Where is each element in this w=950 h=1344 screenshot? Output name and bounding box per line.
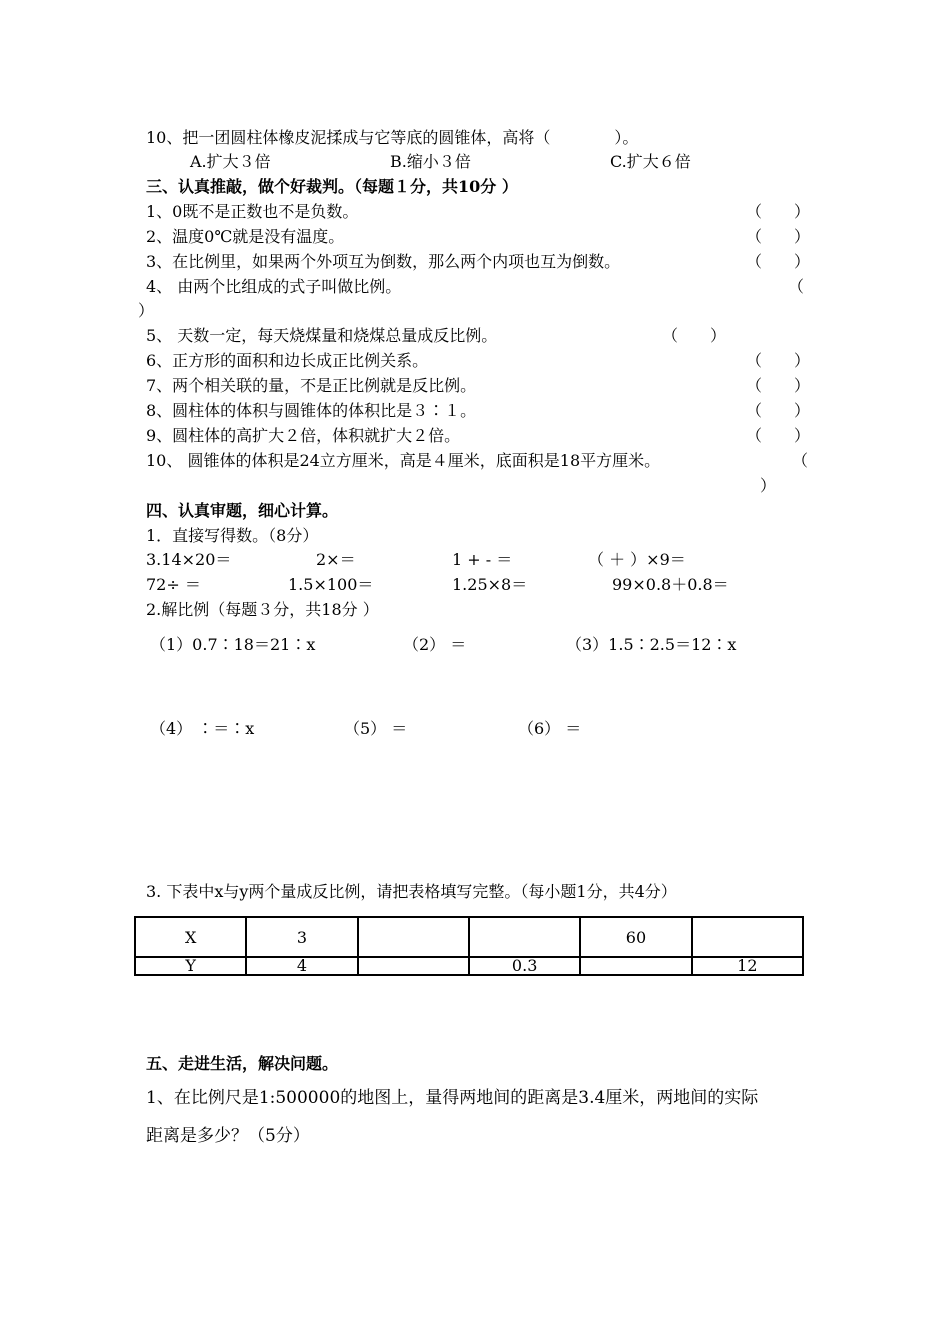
judge-mark-6: （ ）: [746, 351, 811, 370]
part2-title: 2.解比例（每题３分，共18分 ）: [146, 600, 379, 619]
oral-calc-5: 72÷ ＝: [146, 575, 201, 594]
q10-stem: 10、把一团圆柱体橡皮泥揉成与它等底的圆锥体，高将（ ）。: [146, 128, 639, 147]
table-cell: 60: [580, 917, 691, 957]
proportion-6: （6） ＝: [518, 719, 582, 738]
judge-mark-1: （ ）: [746, 202, 811, 221]
judge-item-5: 5、 天数一定，每天烧煤量和烧煤总量成反比例。: [146, 326, 498, 345]
section5-title: 五、走进生活，解决问题。: [146, 1054, 339, 1073]
judge-item-10: 10、 圆锥体的体积是24立方厘米，高是４厘米，底面积是18平方厘米。: [146, 451, 661, 470]
oral-calc-1: 3.14×20＝: [146, 550, 232, 569]
proportion-3: （3）1.5∶2.5＝12∶x: [566, 635, 737, 654]
judge-item-4: 4、 由两个比组成的式子叫做比例。: [146, 277, 402, 296]
table-row-x: [135, 917, 803, 957]
judge-mark-2: （ ）: [746, 227, 811, 246]
table-cell: X: [135, 917, 246, 957]
table-cell[interactable]: [692, 917, 803, 957]
table-cell[interactable]: [469, 917, 580, 957]
section4-title: 四、认真审题，细心计算。: [146, 501, 339, 520]
oral-calc-6: 1.5×100＝: [288, 575, 374, 594]
judge-mark-10-open: （: [792, 451, 809, 470]
judge-item-7: 7、两个相关联的量，不是正比例就是反比例。: [146, 376, 477, 395]
table-cell[interactable]: [358, 957, 469, 975]
oral-calc-8: 99×0.8＋0.8＝: [612, 575, 729, 594]
table-cell: Y: [135, 957, 246, 975]
table-row-y: [135, 957, 803, 975]
judge-item-8: 8、圆柱体的体积与圆锥体的体积比是３∶１。: [146, 401, 477, 420]
part3-title: 3. 下表中x与y两个量成反比例，请把表格填写完整。（每小题1分，共4分）: [146, 882, 677, 901]
oral-calc-7: 1.25×8＝: [452, 575, 528, 594]
judge-mark-4-open: （: [788, 277, 805, 296]
table-cell: 4: [246, 957, 357, 975]
q10-option-b: B.缩小３倍: [390, 152, 471, 171]
judge-mark-7: （ ）: [746, 376, 811, 395]
oral-calc-4: （ ＋ ）×9＝: [588, 550, 686, 569]
word-problem-1-line2: 距离是多少？（5分）: [146, 1126, 310, 1146]
q10-option-a: A.扩大３倍: [190, 152, 271, 171]
judge-mark-4-close: ）: [138, 301, 155, 320]
judge-mark-8: （ ）: [746, 401, 811, 420]
table-cell: 3: [246, 917, 357, 957]
table-cell: 0.3: [469, 957, 580, 975]
table-cell: 12: [692, 957, 803, 975]
section3-title: 三、认真推敲，做个好裁判。（每题１分，共10分 ）: [146, 177, 518, 196]
judge-mark-5: （ ）: [662, 326, 727, 345]
judge-item-2: 2、温度0℃就是没有温度。: [146, 227, 345, 246]
judge-item-3: 3、在比例里，如果两个外项互为倒数，那么两个内项也互为倒数。: [146, 252, 621, 271]
proportion-1: （1）0.7∶18＝21∶x: [150, 635, 316, 654]
judge-item-6: 6、正方形的面积和边长成正比例关系。: [146, 351, 429, 370]
judge-mark-10-close: ）: [760, 476, 777, 495]
judge-mark-3: （ ）: [746, 252, 811, 271]
judge-mark-9: （ ）: [746, 426, 811, 445]
proportion-4: （4） ∶＝∶x: [150, 719, 255, 738]
q10-option-c: C.扩大６倍: [610, 152, 691, 171]
proportion-2: （2） ＝: [403, 635, 467, 654]
judge-item-1: 1、0既不是正数也不是负数。: [146, 202, 359, 221]
table-cell[interactable]: [358, 917, 469, 957]
table-cell[interactable]: [580, 957, 691, 975]
judge-item-9: 9、圆柱体的高扩大２倍，体积就扩大２倍。: [146, 426, 461, 445]
oral-calc-3: 1 + - ＝: [452, 550, 513, 569]
word-problem-1-line1: 1、在比例尺是1:500000的地图上，量得两地间的距离是3.4厘米，两地间的实际: [146, 1088, 759, 1108]
inverse-proportion-table: [134, 916, 804, 976]
oral-calc-2: 2×＝: [316, 550, 356, 569]
part1-title: 1．直接写得数。（8分）: [146, 526, 319, 545]
proportion-5: （5） ＝: [344, 719, 408, 738]
